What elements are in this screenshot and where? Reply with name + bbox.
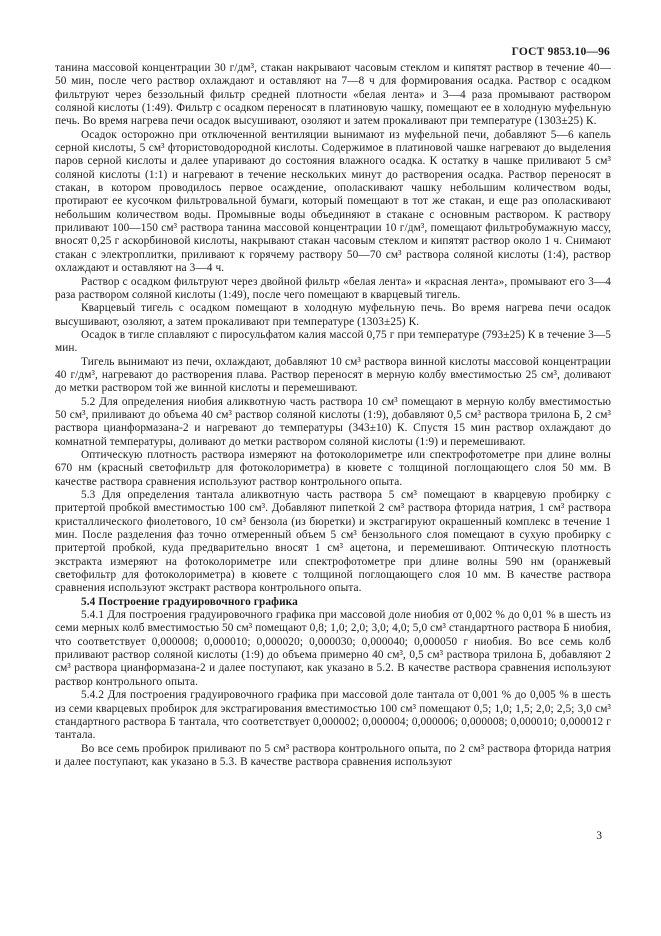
- page-number: 3: [596, 830, 602, 842]
- document-body: [55, 62, 611, 769]
- paragraph-section-5-3: 5.3 Для определения тантала аликвотную часть раствора 5 см³ помещают в кварцевую пробирку с притертой пробкой вместимостью 100 см³. Добавляют пипеткой 2 см³ раствора фторида натрия, 1 см³ раствора кристаллического фиолетового, 10 см³ бензола (из бюретки) и экстрагируют окрашенный комплекс в течение 1 мин. После разделения фаз точно отмеренный объем 5 см³ бензольного слоя помещают в сухую пробирку с притертой пробкой, куда предварительно вносят 1 см³ ацетона, и перемешивают. Оптическую плотность экстракта измеряют на фотоколориметре или спектрофотометре при длине волны 590 нм (оранжевый светофильтр для фотоколориметра) в кювете с толщиной поглощающего слоя 10 мм. В качестве раствора сравнения используют экстракт раствора контрольного опыта.: [55, 489, 611, 595]
- paragraph: Кварцевый тигель с осадком помещают в холодную муфельную печь. Во время нагрева печи осадок высушивают, озоляют, а затем прокаливают при температуре (1303±25) К.: [55, 302, 611, 328]
- paragraph: Осадок в тигле сплавляют с пиросульфатом калия массой 0,75 г при температуре (793±25) К в течение 3—5 мин.: [55, 328, 611, 355]
- paragraph-section-5-2: 5.2 Для определения ниобия аликвотную часть раствора 10 см³ помещают в мерную колбу вместимостью 50 см³, приливают до объема 40 см³ раствор соляной кислоты (1:9), добавляют 0,5 см³ раствора трилона Б, 2 см³ раствора цианформазана-2 и нагревают до температуры (343±10) К. Спустя 15 мин раствор охлаждают до комнатной температуры, доливают до метки раствором соляной кислоты (1:9) и перемешивают.: [55, 395, 611, 448]
- paragraph: Оптическую плотность раствора измеряют на фотоколориметре или спектрофотометре при длине волны 670 нм (красный светофильтр для фотоколориметра) в кювете с толщиной поглощающего слоя 50 мм. В качестве раствора сравнения используют раствор контрольного опыта.: [55, 448, 611, 488]
- section-heading-5-4: 5.4 Построение градуировочного графика: [81, 595, 298, 608]
- paragraph: Осадок осторожно при отключенной вентиляции вынимают из муфельной печи, добавляют 5—6 капель серной кислоты, 5 см³ фтористоводородной кислоты. Содержимое в платиновой чашке нагревают до выделения паров серной кислоты и далее упаривают до состояния влажного осадка. К остатку в чашке приливают 5 см³ соляной кислоты (1:1) и нагревают в течение нескольких минут до растворения осадка. Раствор переносят в стакан, в котором проводилось первое осаждение, ополаскивают чашку небольшим количеством воды, протирают ее кусочком фильтровальной бумаги, который помещают в тот же стакан, и еще раз ополаскивают небольшим количеством воды. Промывные воды объединяют в стакане с основным раствором. К раствору приливают 100—150 см³ раствора танина массовой концентрации 10 г/дм³, помещают фильтробумажную массу, вносят 0,25 г аскорбиновой кислоты, накрывают стакан часовым стеклом и кипятят раствор около 1 ч. Снимают стакан с электроплитки, приливают к горячему раствору 50—70 см³ раствора соляной кислоты (1:4), раствор охлаждают и оставляют на 3—4 ч.: [55, 128, 611, 275]
- paragraph-continuation: танина массовой концентрации 30 г/дм³, стакан накрывают часовым стеклом и кипятят раствор в течение 40—50 мин, после чего раствор охлаждают и оставляют на 7—8 ч для формирования осадка. Раствор с осадком фильтруют через беззольный фильтр средней плотности «белая лента» и 3—4 раза промывают раствором соляной кислоты (1:49). Фильтр с осадком переносят в платиновую чашку, помещают ее в холодную муфельную печь. Во время нагрева печи осадок высушивают, озоляют и затем прокаливают при температуре (1303±25) К.: [55, 62, 611, 128]
- paragraph: Тигель вынимают из печи, охлаждают, добавляют 10 см³ раствора винной кислоты массовой концентрации 40 г/дм³, нагревают до растворения плава. Раствор переносят в мерную колбу вместимостью 25 см³, доливают до метки раствором той же винной кислоты и перемешивают.: [55, 355, 611, 395]
- paragraph-section-5-4-2: 5.4.2 Для построения градуировочного графика при массовой доле тантала от 0,001 % до 0,005 % в шесть из семи кварцевых пробирок для экстрагирования вместимостью 100 см³ помещают 0,5; 1,0; 1,5; 2,0; 2,5; 3,0 см³ стандартного раствора Б тантала, что соответствует 0,000002; 0,000004; 0,000006; 0,000008; 0,000010; 0,000012 г тантала.: [55, 689, 611, 742]
- standard-designation-header: ГОСТ 9853.10—96: [511, 46, 610, 58]
- paragraph: Во все семь пробирок приливают по 5 см³ раствора контрольного опыта, по 2 см³ раствора фторида натрия и далее поступают, как указано в 5.3. В качестве раствора сравнения используют: [55, 742, 611, 768]
- paragraph: Раствор с осадком фильтруют через двойной фильтр «белая лента» и «красная лента», промывают его 3—4 раза раствором соляной кислоты (1:49), после чего помещают в кварцевый тигель.: [55, 275, 611, 301]
- paragraph-section-5-4-1: 5.4.1 Для построения градуировочного графика при массовой доле ниобия от 0,002 % до 0,01 % в шесть из семи мерных колб вместимостью 50 см³ помещают 0,8; 1,0; 2,0; 3,0; 4,0; 5,0 см³ стандартного раствора Б ниобия, что соответствует 0,000008; 0,000010; 0,000020; 0,000030; 0,000040; 0,000050 г ниобия. Во все семь колб приливают раствор соляной кислоты (1:9) до объема примерно 40 см³, 0,5 см³ раствора трилона Б, добавляют 2 см³ раствора цианформазана-2 и далее поступают, как указано в 5.2. В качестве раствора сравнения используют раствор контрольного опыта.: [55, 609, 611, 688]
